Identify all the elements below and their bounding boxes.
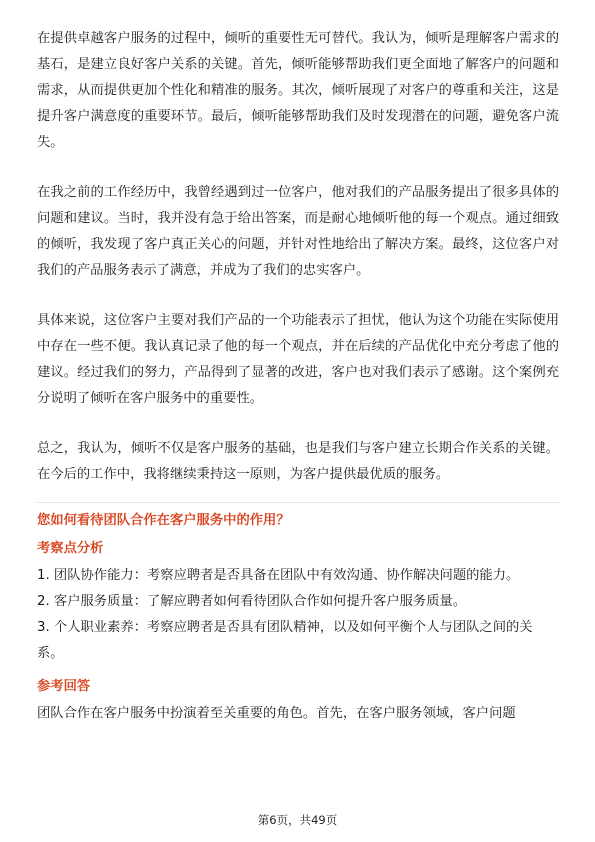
page-number-footer: 第6页，共49页: [257, 813, 338, 827]
analysis-item-1: 1. 团队协作能力：考察应聘者是否具备在团队中有效沟通、协作解决问题的能力。: [37, 568, 520, 583]
analysis-item-3: 3. 个人职业素养：考察应聘者是否具有团队精神，以及如何平衡个人与团队之间的关系。: [37, 620, 533, 661]
section-divider: [37, 502, 559, 503]
body-paragraph-4: 总之，我认为，倾听不仅是客户服务的基础，也是我们与客户建立长期合作关系的关键。在今后的工作中，我将继续秉持这一原则，为客户提供最优质的服务。: [37, 441, 559, 482]
body-paragraph-1: 在提供卓越客户服务的过程中，倾听的重要性无可替代。我认为，倾听是理解客户需求的基石，是建立良好客户关系的关键。首先，倾听能够帮助我们更全面地了解客户的问题和需求，从而提供更加个性化和精准的服务。其次，倾听展现了对客户的尊重和关注，这是提升客户满意度的重要环节。最后，倾听能够帮助我们及时发现潜在的问题，避免客户流失。: [37, 31, 559, 150]
question-heading: 您如何看待团队合作在客户服务中的作用？: [37, 513, 290, 528]
analysis-heading: 考察点分析: [37, 541, 104, 556]
answer-heading: 参考回答: [37, 679, 91, 694]
body-paragraph-2: 在我之前的工作经历中，我曾经遇到过一位客户，他对我们的产品服务提出了很多具体的问题和建议。当时，我并没有急于给出答案，而是耐心地倾听他的每一个观点。通过细致的倾听，我发现了客户真正关心的问题，并针对性地给出了解决方案。最终，这位客户对我们的产品服务表示了满意，并成为了我们的忠实客户。: [37, 185, 559, 278]
answer-text: 团队合作在客户服务中扮演着至关重要的角色。首先，在客户服务领域，客户问题: [37, 706, 516, 721]
page-content: [37, 26, 559, 727]
analysis-item-2: 2. 客户服务质量：了解应聘者如何看待团队合作如何提升客户服务质量。: [37, 594, 467, 609]
body-paragraph-3: 具体来说，这位客户主要对我们产品的一个功能表示了担忧，他认为这个功能在实际使用中存在一些不便。我认真记录了他的每一个观点，并在后续的产品优化中充分考虑了他的建议。经过我们的努力，产品得到了显著的改进，客户也对我们表示了感谢。这个案例充分说明了倾听在客户服务中的重要性。: [37, 313, 559, 406]
